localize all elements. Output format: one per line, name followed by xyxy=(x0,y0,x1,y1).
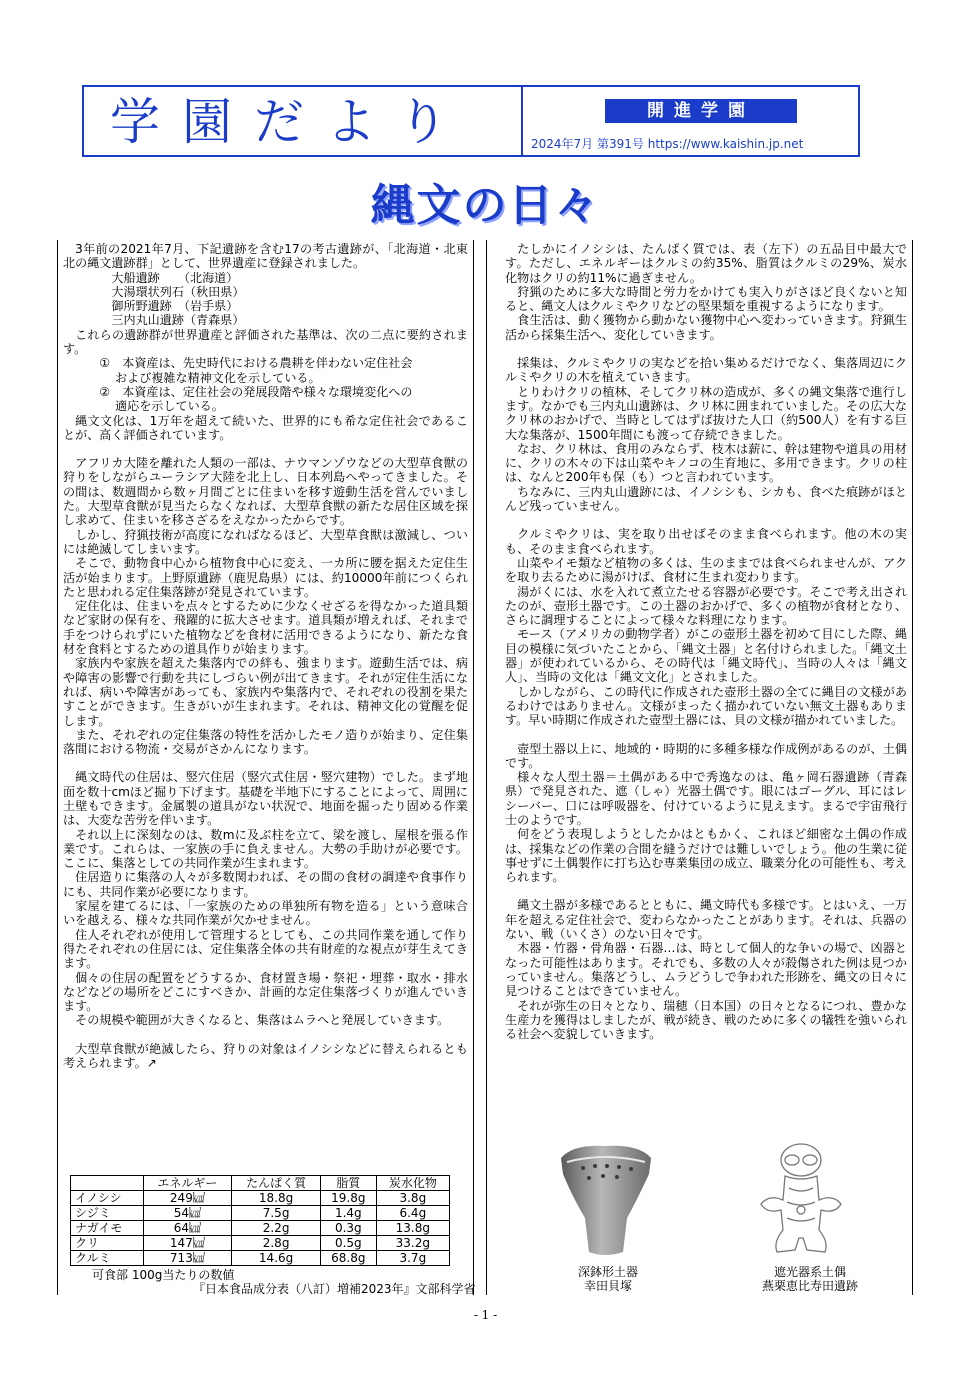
table-cell: クルミ xyxy=(71,1251,144,1266)
table-cell: 7.5g xyxy=(232,1206,321,1221)
paragraph: 住居造りに集落の人々が多数関われば、その間の食材の調達や食事作りにも、共同作業が必要になります。 xyxy=(63,870,468,899)
page-number: - 1 - xyxy=(473,1308,498,1322)
paragraph: 家屋を建てるには、「一家族のための単独所有物を造る」という意味合いを越える、様々な共同作業が欠かせません。 xyxy=(63,899,468,928)
table-cell: 3.8g xyxy=(376,1191,449,1206)
table-cell: 68.8g xyxy=(320,1251,376,1266)
criterion-text: 適応を示している。 xyxy=(115,399,224,414)
table-note: 可食部 100g当たりの数値 xyxy=(92,1268,235,1282)
paragraph: それ以上に深刻なのは、数mに及ぶ柱を立て、梁を渡し、屋根を張る作業です。これらは、一家族の手に負えません。大勢の手助けが必要です。ここに、集落としての共同作業が生まれます。 xyxy=(63,827,468,871)
table-cell: ナガイモ xyxy=(71,1221,144,1236)
paragraph: そこで、動物食中心から植物食中心に変え、一カ所に腰を据えた定住生活が始まります。上野原遺跡（鹿児島県）には、約10000年前につくられたと思われる定住集落跡が発見されています。 xyxy=(63,556,468,599)
table-cell: 19.8g xyxy=(320,1191,376,1206)
paragraph: 縄文文化は、1万年を超えて続いた、世界的にも希な定住社会であることが、高く評価されています。 xyxy=(63,413,468,442)
paragraph: 様々な人型土器＝土偶がある中で秀逸なのは、亀ヶ岡石器遺跡（青森県）で発見された、遮（しゃ）光器土偶です。眼にはゴーグル、耳にはレシーバー、口には呼吸器を、付けているように見えます。まるで宇宙飛行士のようです。 xyxy=(505,770,907,827)
paragraph: 住人それぞれが使用して管理するとしても、この共同作業を通して作り得たそれぞれの住居には、定住集落全体の共有財産的な視点が芽生えてきます。 xyxy=(63,927,468,971)
table-row xyxy=(71,1251,450,1266)
table-cell: 2.8g xyxy=(232,1236,321,1251)
column-header: 炭水化物 xyxy=(376,1176,449,1191)
paragraph: アフリカ大陸を離れた人類の一部は、ナウマンゾウなどの大型草食獣の狩りをしながらユーラシア大陸を北上し、日本列島へやってきました。その間は、数週間から数ヶ月間ごとに住まいを移す遊動生活を営んでいました。大型草食獣が見当たらなくなれば、大型草食獣の新たな居住区域を探し求めて、住まいを移さざるをえなかったからです。 xyxy=(63,456,468,528)
table-cell: 64㎉ xyxy=(143,1221,232,1236)
list-item: 大湯環状列石（秋田県） xyxy=(111,284,245,299)
nutrition-table xyxy=(70,1175,450,1266)
caption-title: 遮光器系土偶 xyxy=(773,1265,846,1279)
table-cell: クリ xyxy=(71,1236,144,1251)
caption-title: 深鉢形土器 xyxy=(577,1265,638,1279)
paragraph: たしかにイノシシは、たんぱく質では、表（左下）の五品目中最大です。ただし、エネルギーはクルミの約35%、脂質はクルミの29%、炭水化物はクリの約11%に過ぎません。 xyxy=(505,242,907,285)
list-item: 大船遺跡 （北海道） xyxy=(111,270,239,285)
paragraph: 湯がくには、水を入れて煮立たせる容器が必要です。そこで考え出されたのが、壺形土器です。この土器のおかげで、多くの植物が食材となり、さらに調理することによって様々な料理になります。 xyxy=(505,584,907,628)
right-column xyxy=(505,242,907,1041)
table-cell: シジミ xyxy=(71,1206,144,1221)
table-row xyxy=(71,1191,450,1206)
table-cell: 18.8g xyxy=(232,1191,321,1206)
table-row xyxy=(71,1206,450,1221)
paragraph: 3年前の2021年7月、下記遺跡を含む17の考古遺跡が、「北海道・北東北の縄文遺跡群」として、世界遺産に登録されました。 xyxy=(63,242,468,271)
table-cell: 2.2g xyxy=(232,1221,321,1236)
criterion-1 xyxy=(99,356,468,385)
paragraph: 縄文時代の住居は、竪穴住居（竪穴式住居・竪穴建物）でした。まず地面を数十cmほど掘り下げます。基礎を半地下にすることによって、周囲に土壁もできます。金属製の道具がない状況で、地面を掘ったり固める作業は、大変な苦労を伴います。 xyxy=(63,770,468,828)
paragraph: ちなみに、三内丸山遺跡には、イノシシも、シカも、食べた痕跡がほとんど残っていません。 xyxy=(505,484,907,514)
paragraph: 採集は、クルミやクリの実などを拾い集めるだけでなく、集落周辺にクルミやクリの木を植えていきます。 xyxy=(505,356,907,385)
school-name: 開進学園 xyxy=(605,99,797,123)
column-rule xyxy=(912,240,913,1295)
paragraph: 山菜やイモ類など植物の多くは、生のままでは食べられませんが、アクを取り去るために湯がけば、食材に生まれ変わります。 xyxy=(505,555,907,585)
header-divider xyxy=(521,85,523,157)
paragraph: それが弥生の日々となり、瑞穂（日本国）の日々となるにつれ、豊かな生産力を獲得はしましたが、戦が続き、戦のために多くの犠牲を強いられる社会へ変貌していきます。 xyxy=(505,998,907,1042)
paragraph: しかしながら、この時代に作成された壺形土器の全てに縄目の文様があるわけではありません。文様がまったく描かれていない無文土器もあります。早い時期に作成された壺型土器には、貝の文様が描かれていました。 xyxy=(505,684,907,728)
table-row xyxy=(71,1236,450,1251)
column-header: エネルギー xyxy=(143,1176,232,1191)
paragraph: とりわけクリの植林、そしてクリ林の造成が、多くの縄文集落で進行します。なかでも三内丸山遺跡は、クリ林に囲まれていました。その広大なクリ林のおかげで、当時としてはずば抜けた人口（約500人）を有する巨大な集落が、1500年間にも渡って存続できました。 xyxy=(505,384,907,442)
paragraph: しかし、狩猟技術が高度になればなるほど、大型草食獣は激減し、ついには絶滅してしまいます。 xyxy=(63,527,468,556)
caption-site: 幸田貝塚 xyxy=(583,1279,632,1293)
paragraph: モース（アメリカの動物学者）がこの壺形土器を初めて目にした際、縄目の模様に気づいたことから、「縄文土器」と名付けられました。「縄文土器」が使われているから、その時代は「縄文時代」、当時の人々は「縄文人」、当時の文化は「縄文文化」とされました。 xyxy=(505,627,907,685)
table-cell: 13.8g xyxy=(376,1221,449,1236)
criterion-text: ② 本資産は、定住社会の発展段階や様々な環境変化への xyxy=(99,384,413,399)
table-cell: イノシシ xyxy=(71,1191,144,1206)
list-item: 御所野遺跡 （岩手県） xyxy=(111,299,239,314)
table-cell: 54㎉ xyxy=(143,1206,232,1221)
criterion-2 xyxy=(99,385,468,414)
criterion-text: および複雑な精神文化を示している。 xyxy=(115,370,321,385)
column-rule xyxy=(486,240,487,1295)
figure-caption xyxy=(720,1265,900,1293)
paragraph: 狩猟のために多大な時間と労力をかけても実入りがさほど良くないと知ると、縄文人はクルミやクリなどの堅果類を重視するようになります。 xyxy=(505,284,907,314)
paragraph: 食生活は、動く獲物から動かない獲物中心へ変わっていきます。狩猟生活から採集生活へ、変化していきます。 xyxy=(505,313,907,342)
paragraph: 壺型土器以上に、地域的・時期的に多種多様な作成例があるのが、土偶です。 xyxy=(505,741,907,770)
table-cell: 1.4g xyxy=(320,1206,376,1221)
paragraph: 定住化は、住まいを点々とするために少なくせざるを得なかった道具類など家財の保有を、飛躍的に拡大させます。道具類が増えれば、それまで手をつけられずにいた植物などを食材に活用できるようになり、新たな食材を食料とするための道具作りが始まります。 xyxy=(63,599,468,657)
table-cell: 14.6g xyxy=(232,1251,321,1266)
list-item: 三内丸山遺跡（青森県） xyxy=(111,313,245,328)
table-cell: 6.4g xyxy=(376,1206,449,1221)
pottery-image xyxy=(553,1140,658,1260)
column-rule xyxy=(473,240,474,1295)
column-header: たんぱく質 xyxy=(232,1176,321,1191)
paragraph: また、それぞれの定住集落の特性を活かしたモノ造りが始まり、定住集落間における物流・交易がさかんになります。 xyxy=(63,727,468,757)
headline: 縄文の日々 xyxy=(370,180,601,231)
table-cell: 147㎉ xyxy=(143,1236,232,1251)
paragraph: 個々の住居の配置をどうするか、食材置き場・祭祀・埋葬・取水・排水などなどの場所をどこにすべきか、計画的な定住集落づくりが進んでいきます。 xyxy=(63,970,468,1014)
left-column xyxy=(63,242,468,1070)
paragraph: その規模や範囲が大きくなると、集落はムラへと発展していきます。 xyxy=(75,1013,450,1028)
paragraph: これらの遺跡群が世界遺産と評価された基準は、次の二点に要約されます。 xyxy=(63,327,468,357)
table-cell: 713㎉ xyxy=(143,1251,232,1266)
paragraph: 木器・竹器・骨角器・石器…は、時として個人的な争いの場で、凶器となった可能性はあります。それでも、多数の人々が殺傷された例は見つかっていません。集落どうし、ムラどうしで争われた形跡を、縄文の日々に見つけることはできていません。 xyxy=(505,941,907,999)
site-list xyxy=(111,271,468,328)
table-cell: 33.2g xyxy=(376,1236,449,1251)
table-cell: 3.7g xyxy=(376,1251,449,1266)
figure-caption xyxy=(548,1265,668,1293)
paragraph: 何をどう表現しようとしたかはともかく、これほど細密な土偶の作成は、採集などの作業の合間を縫うだけでは難しいでしょう。他の生業に従事せずに土偶製作に打ち込む専業集団の成立、職業分化の可能性も、考えられます。 xyxy=(505,827,907,885)
column-header: 脂質 xyxy=(320,1176,376,1191)
paragraph: 縄文土器が多様であるとともに、縄文時代も多様です。とはいえ、一万年を超える定住社会で、変わらなかったことがあります。それは、兵器のない、戦（いくさ）のない日々です。 xyxy=(505,898,907,942)
dogu-figurine-image xyxy=(755,1138,847,1260)
criterion-text: ① 本資産は、先史時代における農耕を伴わない定住社会 xyxy=(99,356,413,371)
caption-site: 燕栗恵比寿田遺跡 xyxy=(761,1279,858,1293)
newsletter-title: 学園だより xyxy=(110,93,470,151)
table-cell: 249㎉ xyxy=(143,1191,232,1206)
column-header xyxy=(71,1176,144,1191)
column-rule xyxy=(57,240,58,1295)
table-header-row xyxy=(71,1176,450,1191)
table-cell: 0.3g xyxy=(320,1221,376,1236)
issue-info: 2024年7月 第391号 https://www.kaishin.jp.net xyxy=(531,137,804,151)
paragraph: 大型草食獣が絶滅したら、狩りの対象はイノシシなどに替えられるとも考えられます。↗ xyxy=(63,1041,468,1071)
paragraph: なお、クリ林は、食用のみならず、枝木は薪に、幹は建物や道具の用材に、クリの木々の下は山菜やキノコの生育地に、多用できます。クリの柱は、なんと200年も保（も）つと言われています。 xyxy=(505,441,907,485)
paragraph: 家族内や家族を超えた集落内での絆も、強まります。遊動生活では、病や障害の影響で行動を共にしづらい例が出てきます。それが定住生活になれば、病いや障害があっても、家族内や集落内で、それぞれの役割を果たすことができます。生きがいが生まれます。それは、精神文化の覚醒を促します。 xyxy=(63,656,468,728)
table-source: 『日本食品成分表（八訂）増補2023年』文部科学省 xyxy=(193,1282,476,1296)
paragraph: クルミやクリは、実を取り出せばそのまま食べられます。他の木の実も、そのまま食べられます。 xyxy=(505,527,907,556)
table-row xyxy=(71,1221,450,1236)
table-cell: 0.5g xyxy=(320,1236,376,1251)
